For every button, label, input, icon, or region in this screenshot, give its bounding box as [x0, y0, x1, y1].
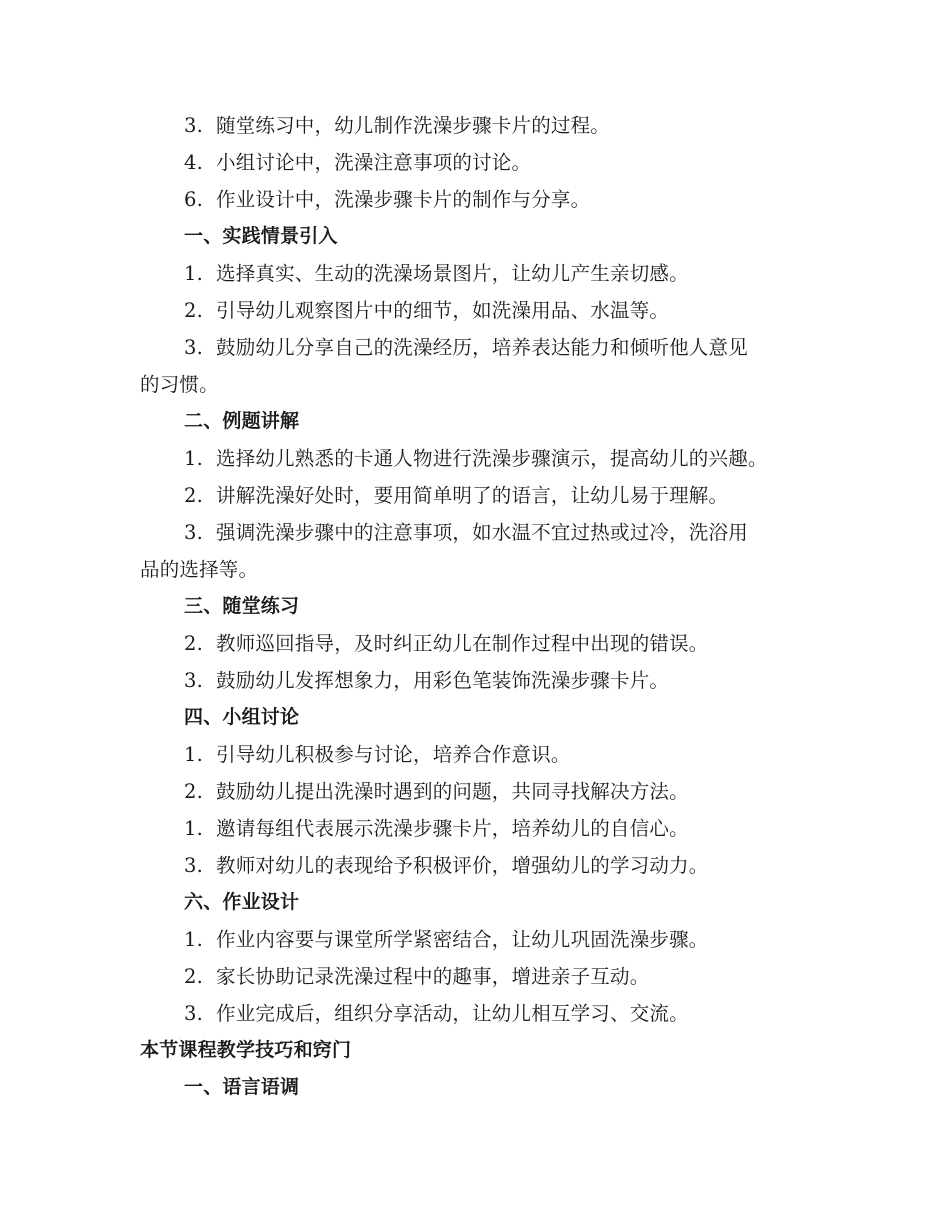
- list-item-number: 3.: [184, 669, 204, 692]
- list-item-text: 教师对幼儿的表现给予积极评价，增强幼儿的学习动力。: [216, 854, 709, 877]
- list-item: [140, 514, 820, 551]
- list-item-number: 2.: [184, 484, 204, 507]
- section-heading: 三、随堂练习: [184, 595, 300, 617]
- list-item: [140, 921, 820, 958]
- list-item-text: 作业内容要与课堂所学紧密结合，让幼儿巩固洗澡步骤。: [216, 928, 709, 951]
- list-item-number: 3.: [184, 336, 204, 359]
- list-item: [140, 958, 820, 995]
- list-item-number: 6.: [184, 188, 204, 211]
- list-item: [140, 625, 820, 662]
- document-body: [140, 107, 820, 1106]
- list-item: [140, 810, 820, 847]
- list-item-number: 2.: [184, 965, 204, 988]
- list-item-number: 1.: [184, 262, 204, 285]
- list-item-text: 引导幼儿观察图片中的细节，如洗澡用品、水温等。: [216, 299, 670, 322]
- list-item: [140, 144, 820, 181]
- list-item: [140, 773, 820, 810]
- list-item-text: 作业完成后，组织分享活动，让幼儿相互学习、交流。: [216, 1002, 689, 1025]
- chapter-heading: 本节课程教学技巧和窍门: [140, 1039, 352, 1061]
- list-item-text: 教师巡回指导，及时纠正幼儿在制作过程中出现的错误。: [216, 632, 709, 655]
- list-item-text: 选择幼儿熟悉的卡通人物进行洗澡步骤演示，提高幼儿的兴趣。: [216, 447, 768, 470]
- list-item-text: 讲解洗澡好处时，要用简单明了的语言，让幼儿易于理解。: [216, 484, 729, 507]
- list-item: [140, 255, 820, 292]
- section-heading: 六、作业设计: [184, 891, 300, 913]
- list-item-text: 作业设计中，洗澡步骤卡片的制作与分享。: [216, 188, 591, 211]
- list-item-text: 家长协助记录洗澡过程中的趣事，增进亲子互动。: [216, 965, 650, 988]
- list-item-number: 1.: [184, 928, 204, 951]
- list-item-number: 2.: [184, 299, 204, 322]
- list-item-text: 小组讨论中，洗澡注意事项的讨论。: [216, 151, 532, 174]
- list-item-text: 选择真实、生动的洗澡场景图片，让幼儿产生亲切感。: [216, 262, 689, 285]
- list-item: [140, 440, 820, 477]
- list-item: [140, 181, 820, 218]
- list-item: [140, 847, 820, 884]
- list-item-number: 2.: [184, 780, 204, 803]
- list-item-number: 3.: [184, 854, 204, 877]
- list-item: [140, 995, 820, 1032]
- list-item-text: 强调洗澡步骤中的注意事项，如水温不宜过热或过冷，洗浴用: [216, 521, 748, 544]
- list-item: [140, 329, 820, 366]
- list-item-number: 1.: [184, 743, 204, 766]
- list-item-text: 鼓励幼儿分享自己的洗澡经历，培养表达能力和倾听他人意见: [216, 336, 748, 359]
- section-heading: 一、实践情景引入: [184, 225, 338, 247]
- list-item-text: 随堂练习中，幼儿制作洗澡步骤卡片的过程。: [216, 114, 611, 137]
- list-item-text: 鼓励幼儿提出洗澡时遇到的问题，共同寻找解决方法。: [216, 780, 689, 803]
- section-heading: 一、语言语调: [184, 1076, 300, 1098]
- list-item-text: 引导幼儿积极参与讨论，培养合作意识。: [216, 743, 571, 766]
- section-heading: 四、小组讨论: [184, 706, 300, 728]
- list-item-continuation: 品的选择等。: [140, 558, 259, 581]
- list-item-number: 1.: [184, 817, 204, 840]
- list-item: [140, 292, 820, 329]
- list-item: [140, 477, 820, 514]
- list-item-number: 1.: [184, 447, 204, 470]
- list-item-number: 2.: [184, 632, 204, 655]
- list-item-continuation: 的习惯。: [140, 373, 219, 396]
- list-item-text: 鼓励幼儿发挥想象力，用彩色笔装饰洗澡步骤卡片。: [216, 669, 670, 692]
- list-item-number: 3.: [184, 1002, 204, 1025]
- list-item: [140, 107, 820, 144]
- list-item-number: 3.: [184, 114, 204, 137]
- list-item: [140, 736, 820, 773]
- list-item-number: 4.: [184, 151, 204, 174]
- list-item-text: 邀请每组代表展示洗澡步骤卡片，培养幼儿的自信心。: [216, 817, 689, 840]
- section-heading: 二、例题讲解: [184, 410, 300, 432]
- list-item-number: 3.: [184, 521, 204, 544]
- list-item: [140, 662, 820, 699]
